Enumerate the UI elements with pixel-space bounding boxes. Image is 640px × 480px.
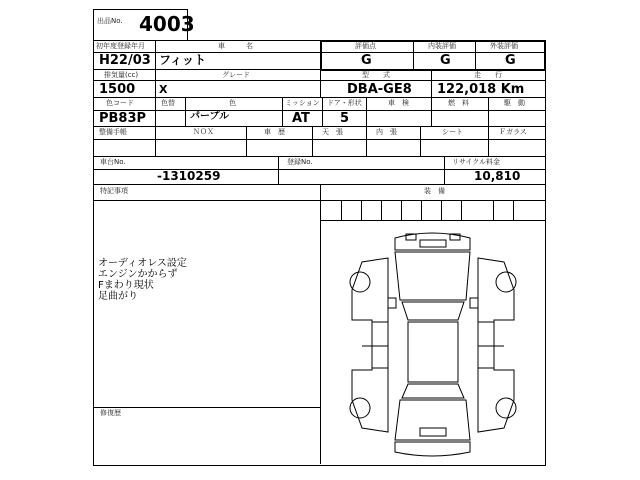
fuel-label: 燃 料	[448, 99, 469, 107]
sunroof-label: 天 張	[322, 128, 343, 136]
recycle-label: リサイクル料金	[452, 158, 501, 166]
exterior-value: G	[505, 53, 516, 68]
fglass-label: Ｆガラス	[499, 128, 527, 136]
repair-label: 修復歴	[100, 409, 121, 417]
remark-line: Fまわり現状	[98, 280, 154, 291]
nox-label: ＮＯＸ	[193, 128, 214, 136]
inspection-label: 車 検	[388, 99, 409, 107]
door-label: ドア・形状	[327, 99, 362, 107]
seat-label: シート	[442, 128, 463, 136]
interior-trim-label: 内 張	[376, 128, 397, 136]
grade-label: グレード	[222, 71, 250, 79]
score-value: G	[361, 53, 372, 68]
displacement-value: 1500	[99, 82, 136, 97]
color-code-label: 色コード	[106, 99, 134, 107]
remarks-label: 特記事項	[100, 187, 128, 195]
car-name-label: 車 名	[218, 42, 253, 50]
mileage-label: 走 行	[474, 71, 502, 79]
remark-line: エンジンかからず	[98, 269, 178, 280]
history-label: 車 歴	[264, 128, 285, 136]
door-value: 5	[340, 111, 350, 126]
mileage-value: 122,018 Km	[437, 82, 525, 97]
remark-line: オーディオレス設定	[98, 258, 187, 269]
chassis-value: -1310259	[157, 169, 221, 183]
reg-label: 登録No.	[287, 158, 313, 166]
year-value: H22/03	[99, 53, 151, 68]
equipment-label: 装 備	[424, 187, 445, 195]
interior-label: 内装評価	[428, 42, 456, 50]
chassis-label: 車台No.	[100, 158, 126, 166]
score-label: 評価点	[355, 42, 376, 50]
color-value: パープル	[190, 111, 230, 122]
lot-number: 4003	[139, 12, 195, 36]
model-label: 型 式	[362, 71, 390, 79]
lot-number-label: 出品No.	[97, 17, 123, 25]
year-label: 初年度登録年月	[96, 42, 145, 50]
color-type-label: 色替	[161, 99, 175, 107]
color-label: 色	[229, 99, 236, 107]
displacement-label: 排気量(cc)	[104, 71, 139, 79]
interior-value: G	[440, 53, 451, 68]
grade-value: X	[159, 83, 168, 96]
recycle-value: 10,810	[474, 169, 521, 183]
car-name-value: フィット	[159, 53, 207, 67]
exterior-label: 外装評価	[490, 42, 518, 50]
model-value: DBA-GE8	[347, 82, 412, 97]
mission-label: ミッション	[285, 99, 320, 107]
remark-line: 足曲がり	[98, 291, 138, 302]
color-code-value: PB83P	[99, 111, 147, 126]
drive-label: 駆 動	[504, 99, 525, 107]
manual-label: 整備手帳	[99, 128, 127, 136]
mission-value: AT	[292, 111, 310, 126]
